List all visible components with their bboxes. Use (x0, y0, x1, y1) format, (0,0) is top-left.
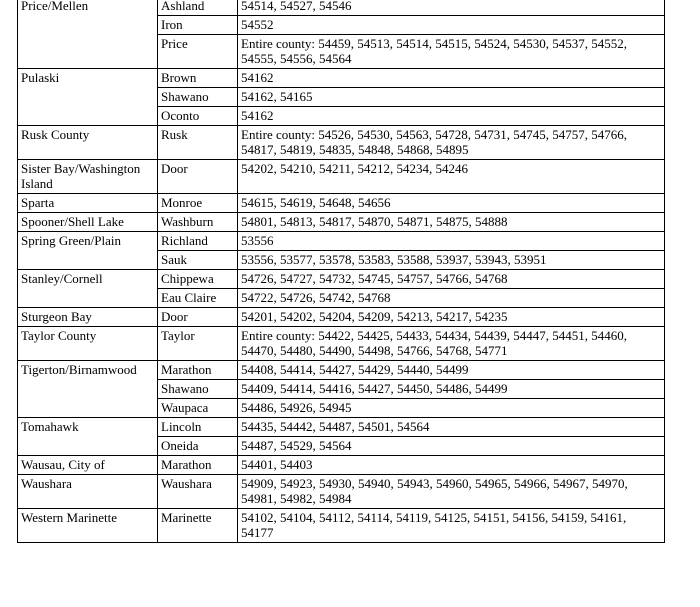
zip-code-table (17, 0, 665, 543)
table-row (18, 270, 665, 289)
zip-codes-cell: 54909, 54923, 54930, 54940, 54943, 54960, 54965, 54966, 54967, 54970, 54981, 54982, 54984 (238, 475, 665, 509)
service-area-cell: Sturgeon Bay (18, 308, 158, 327)
zip-codes-cell: 54409, 54414, 54416, 54427, 54450, 54486, 54499 (238, 380, 665, 399)
county-cell: Lincoln (158, 418, 238, 437)
zip-codes-cell: 54162 (238, 107, 665, 126)
county-cell: Oconto (158, 107, 238, 126)
county-cell: Shawano (158, 88, 238, 107)
service-area-cell: Price/Mellen (18, 0, 158, 69)
zip-codes-cell: 54801, 54813, 54817, 54870, 54871, 54875, 54888 (238, 213, 665, 232)
county-cell: Waupaca (158, 399, 238, 418)
service-area-cell: Waushara (18, 475, 158, 509)
zip-codes-cell: 54435, 54442, 54487, 54501, 54564 (238, 418, 665, 437)
table-body (18, 0, 665, 543)
zip-codes-cell: 54514, 54527, 54546 (238, 0, 665, 16)
service-area-cell: Spring Green/Plain (18, 232, 158, 270)
zip-codes-cell: 53556, 53577, 53578, 53583, 53588, 53937, 53943, 53951 (238, 251, 665, 270)
zip-codes-cell: 53556 (238, 232, 665, 251)
table-row (18, 69, 665, 88)
table-row (18, 213, 665, 232)
table-row (18, 456, 665, 475)
county-cell: Oneida (158, 437, 238, 456)
county-cell: Eau Claire (158, 289, 238, 308)
service-area-cell: Spooner/Shell Lake (18, 213, 158, 232)
zip-codes-cell: Entire county: 54459, 54513, 54514, 54515, 54524, 54530, 54537, 54552, 54555, 54556, 54564 (238, 35, 665, 69)
table-row (18, 126, 665, 160)
table-row (18, 194, 665, 213)
county-cell: Door (158, 308, 238, 327)
table-row (18, 361, 665, 380)
county-cell: Door (158, 160, 238, 194)
table-row (18, 160, 665, 194)
service-area-cell: Tigerton/Birnamwood (18, 361, 158, 418)
table-row (18, 475, 665, 509)
zip-codes-cell: Entire county: 54422, 54425, 54433, 54434, 54439, 54447, 54451, 54460, 54470, 54480, 54490, 54498, 54766, 54768, 54771 (238, 327, 665, 361)
zip-codes-cell: 54162, 54165 (238, 88, 665, 107)
zip-codes-cell: 54408, 54414, 54427, 54429, 54440, 54499 (238, 361, 665, 380)
zip-codes-cell: Entire county: 54526, 54530, 54563, 54728, 54731, 54745, 54757, 54766, 54817, 54819, 54835, 54848, 54868, 54895 (238, 126, 665, 160)
zip-codes-cell: 54722, 54726, 54742, 54768 (238, 289, 665, 308)
zip-codes-cell: 54202, 54210, 54211, 54212, 54234, 54246 (238, 160, 665, 194)
zip-codes-cell: 54615, 54619, 54648, 54656 (238, 194, 665, 213)
service-area-cell: Tomahawk (18, 418, 158, 456)
county-cell: Sauk (158, 251, 238, 270)
zip-codes-cell: 54162 (238, 69, 665, 88)
county-cell: Price (158, 35, 238, 69)
county-cell: Washburn (158, 213, 238, 232)
service-area-cell: Wausau, City of (18, 456, 158, 475)
county-cell: Marathon (158, 456, 238, 475)
service-area-cell: Pulaski (18, 69, 158, 126)
county-cell: Richland (158, 232, 238, 251)
zip-codes-cell: 54726, 54727, 54732, 54745, 54757, 54766, 54768 (238, 270, 665, 289)
county-cell: Marinette (158, 509, 238, 543)
table-row (18, 0, 665, 16)
table-row (18, 327, 665, 361)
zip-codes-cell: 54487, 54529, 54564 (238, 437, 665, 456)
county-cell: Chippewa (158, 270, 238, 289)
table-row (18, 308, 665, 327)
county-cell: Brown (158, 69, 238, 88)
service-area-cell: Taylor County (18, 327, 158, 361)
zip-codes-cell: 54552 (238, 16, 665, 35)
county-cell: Iron (158, 16, 238, 35)
table-row (18, 418, 665, 437)
service-area-cell: Rusk County (18, 126, 158, 160)
service-area-cell: Sparta (18, 194, 158, 213)
county-cell: Shawano (158, 380, 238, 399)
county-cell: Monroe (158, 194, 238, 213)
zip-codes-cell: 54102, 54104, 54112, 54114, 54119, 54125, 54151, 54156, 54159, 54161, 54177 (238, 509, 665, 543)
table-row (18, 509, 665, 543)
zip-codes-cell: 54201, 54202, 54204, 54209, 54213, 54217, 54235 (238, 308, 665, 327)
zip-codes-cell: 54486, 54926, 54945 (238, 399, 665, 418)
county-cell: Waushara (158, 475, 238, 509)
county-cell: Taylor (158, 327, 238, 361)
county-cell: Ashland (158, 0, 238, 16)
table-row (18, 232, 665, 251)
service-area-cell: Stanley/Cornell (18, 270, 158, 308)
service-area-cell: Sister Bay/Washington Island (18, 160, 158, 194)
county-cell: Marathon (158, 361, 238, 380)
county-cell: Rusk (158, 126, 238, 160)
zip-codes-cell: 54401, 54403 (238, 456, 665, 475)
service-area-cell: Western Marinette (18, 509, 158, 543)
